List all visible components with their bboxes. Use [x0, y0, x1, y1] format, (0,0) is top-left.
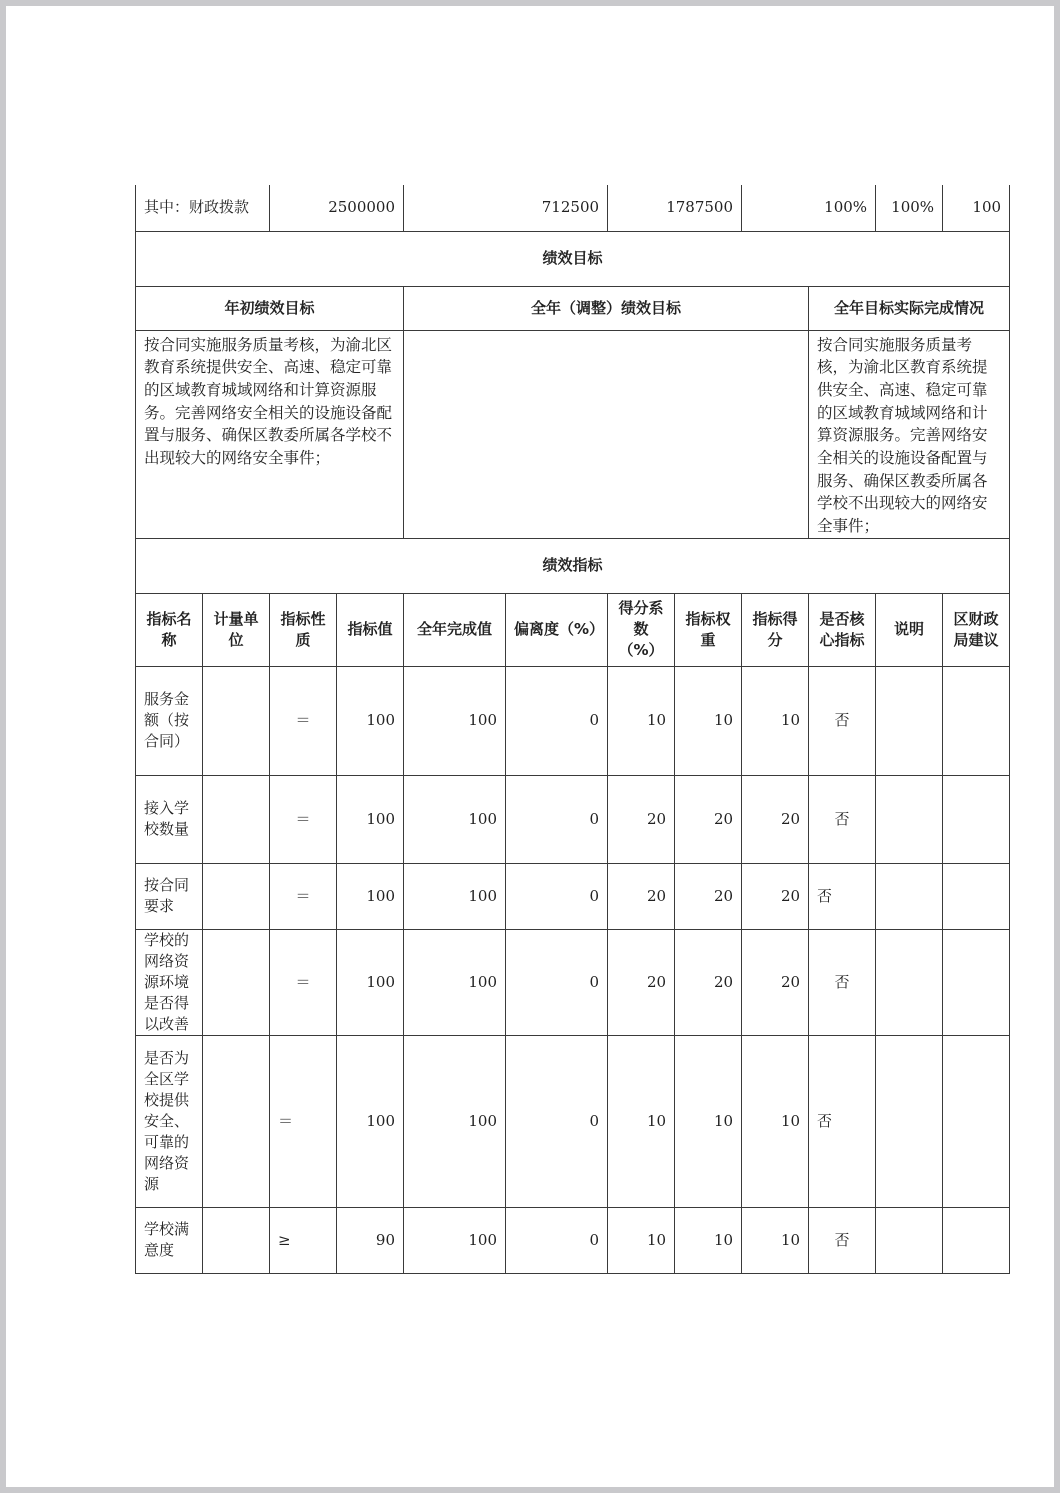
indicator-weight: 10 — [675, 666, 742, 775]
indicator-nature: ＝ — [270, 1035, 337, 1207]
indicator-coefficient: 10 — [608, 1207, 675, 1273]
indicator-score: 10 — [742, 1035, 809, 1207]
indicator-unit — [203, 1035, 270, 1207]
indicator-coefficient: 20 — [608, 775, 675, 863]
indicator-deviation: 0 — [506, 1207, 608, 1273]
indicator-unit — [203, 863, 270, 929]
performance-table — [135, 185, 1010, 1274]
indicator-advice — [943, 666, 1010, 775]
header-nature: 指标性质 — [270, 593, 337, 666]
table-row — [136, 666, 1010, 775]
indicator-core: 否 — [809, 666, 876, 775]
indicator-name: 学校的网络资源环境是否得以改善 — [136, 929, 203, 1035]
indicator-name: 按合同要求 — [136, 863, 203, 929]
indicator-advice — [943, 775, 1010, 863]
indicator-core: 否 — [809, 863, 876, 929]
indicators-title-row — [136, 538, 1010, 593]
goals-initial-text: 按合同实施服务质量考核，为渝北区教育系统提供安全、高速、稳定可靠的区域教育城域网络和计算资源服务。完善网络安全相关的设施设备配置与服务、确保区教委所属各学校不出现较大的网络安全事件； — [136, 330, 404, 538]
header-advice: 区财政局建议 — [943, 593, 1010, 666]
indicator-coefficient: 10 — [608, 666, 675, 775]
indicator-actual: 100 — [404, 666, 506, 775]
funding-rate-1: 100% — [742, 185, 876, 231]
goals-col-initial: 年初绩效目标 — [136, 286, 404, 330]
indicator-nature: ＝ — [270, 863, 337, 929]
indicator-core: 否 — [809, 929, 876, 1035]
indicator-note — [876, 1207, 943, 1273]
indicator-advice — [943, 1035, 1010, 1207]
indicator-unit — [203, 1207, 270, 1273]
indicators-header-row — [136, 593, 1010, 666]
goals-content-row — [136, 330, 1010, 538]
indicator-weight: 20 — [675, 929, 742, 1035]
indicators-title: 绩效指标 — [136, 538, 1010, 593]
indicator-core: 否 — [809, 775, 876, 863]
indicator-score: 10 — [742, 666, 809, 775]
goals-col-actual: 全年目标实际完成情况 — [809, 286, 1010, 330]
table-row — [136, 929, 1010, 1035]
funding-executed: 712500 — [404, 185, 608, 231]
indicator-name: 是否为全区学校提供安全、可靠的网络资源 — [136, 1035, 203, 1207]
indicator-note — [876, 929, 943, 1035]
goals-col-adjusted: 全年（调整）绩效目标 — [404, 286, 809, 330]
indicator-note — [876, 863, 943, 929]
indicator-deviation: 0 — [506, 1035, 608, 1207]
indicator-advice — [943, 929, 1010, 1035]
indicator-nature: ＝ — [270, 666, 337, 775]
goals-title-row — [136, 231, 1010, 286]
funding-label: 其中：财政拨款 — [136, 185, 270, 231]
table-row — [136, 775, 1010, 863]
header-note: 说明 — [876, 593, 943, 666]
header-score: 指标得分 — [742, 593, 809, 666]
indicator-name: 学校满意度 — [136, 1207, 203, 1273]
indicator-advice — [943, 1207, 1010, 1273]
indicator-coefficient: 10 — [608, 1035, 675, 1207]
header-deviation: 偏离度（%） — [506, 593, 608, 666]
header-coefficient: 得分系数（%） — [608, 593, 675, 666]
indicator-note — [876, 666, 943, 775]
header-unit: 计量单位 — [203, 593, 270, 666]
goals-adjusted-text — [404, 330, 809, 538]
indicator-unit — [203, 666, 270, 775]
indicator-target: 100 — [337, 666, 404, 775]
funding-row — [136, 185, 1010, 231]
indicator-target: 100 — [337, 929, 404, 1035]
funding-remaining: 1787500 — [608, 185, 742, 231]
indicator-score: 20 — [742, 775, 809, 863]
funding-score: 100 — [943, 185, 1010, 231]
indicator-unit — [203, 929, 270, 1035]
indicator-weight: 10 — [675, 1035, 742, 1207]
indicator-name: 服务金额（按合同） — [136, 666, 203, 775]
indicator-nature: ≥ — [270, 1207, 337, 1273]
indicator-unit — [203, 775, 270, 863]
indicator-advice — [943, 863, 1010, 929]
indicator-nature: ＝ — [270, 775, 337, 863]
indicator-target: 90 — [337, 1207, 404, 1273]
table-row — [136, 1035, 1010, 1207]
goals-header-row — [136, 286, 1010, 330]
table-row — [136, 1207, 1010, 1273]
indicator-weight: 20 — [675, 863, 742, 929]
table-row — [136, 863, 1010, 929]
indicator-actual: 100 — [404, 1035, 506, 1207]
indicator-weight: 10 — [675, 1207, 742, 1273]
indicator-note — [876, 775, 943, 863]
indicator-actual: 100 — [404, 775, 506, 863]
indicator-actual: 100 — [404, 863, 506, 929]
indicator-deviation: 0 — [506, 775, 608, 863]
indicator-actual: 100 — [404, 929, 506, 1035]
header-target: 指标值 — [337, 593, 404, 666]
indicator-deviation: 0 — [506, 863, 608, 929]
indicator-target: 100 — [337, 1035, 404, 1207]
indicator-coefficient: 20 — [608, 863, 675, 929]
indicator-score: 10 — [742, 1207, 809, 1273]
indicator-actual: 100 — [404, 1207, 506, 1273]
indicator-score: 20 — [742, 863, 809, 929]
indicator-name: 接入学校数量 — [136, 775, 203, 863]
indicator-deviation: 0 — [506, 666, 608, 775]
goals-actual-text: 按合同实施服务质量考核，为渝北区教育系统提供安全、高速、稳定可靠的区域教育城域网络和计算资源服务。完善网络安全相关的设施设备配置与服务、确保区教委所属各学校不出现较大的网络安全事件； — [809, 330, 1010, 538]
indicator-target: 100 — [337, 775, 404, 863]
indicator-core: 否 — [809, 1207, 876, 1273]
indicator-core: 否 — [809, 1035, 876, 1207]
indicator-score: 20 — [742, 929, 809, 1035]
funding-rate-2: 100% — [876, 185, 943, 231]
goals-title: 绩效目标 — [136, 231, 1010, 286]
header-indicator-name: 指标名称 — [136, 593, 203, 666]
header-actual: 全年完成值 — [404, 593, 506, 666]
indicator-nature: ＝ — [270, 929, 337, 1035]
header-weight: 指标权重 — [675, 593, 742, 666]
funding-budget: 2500000 — [270, 185, 404, 231]
indicator-target: 100 — [337, 863, 404, 929]
header-core: 是否核心指标 — [809, 593, 876, 666]
indicator-note — [876, 1035, 943, 1207]
indicator-coefficient: 20 — [608, 929, 675, 1035]
indicator-weight: 20 — [675, 775, 742, 863]
indicator-deviation: 0 — [506, 929, 608, 1035]
